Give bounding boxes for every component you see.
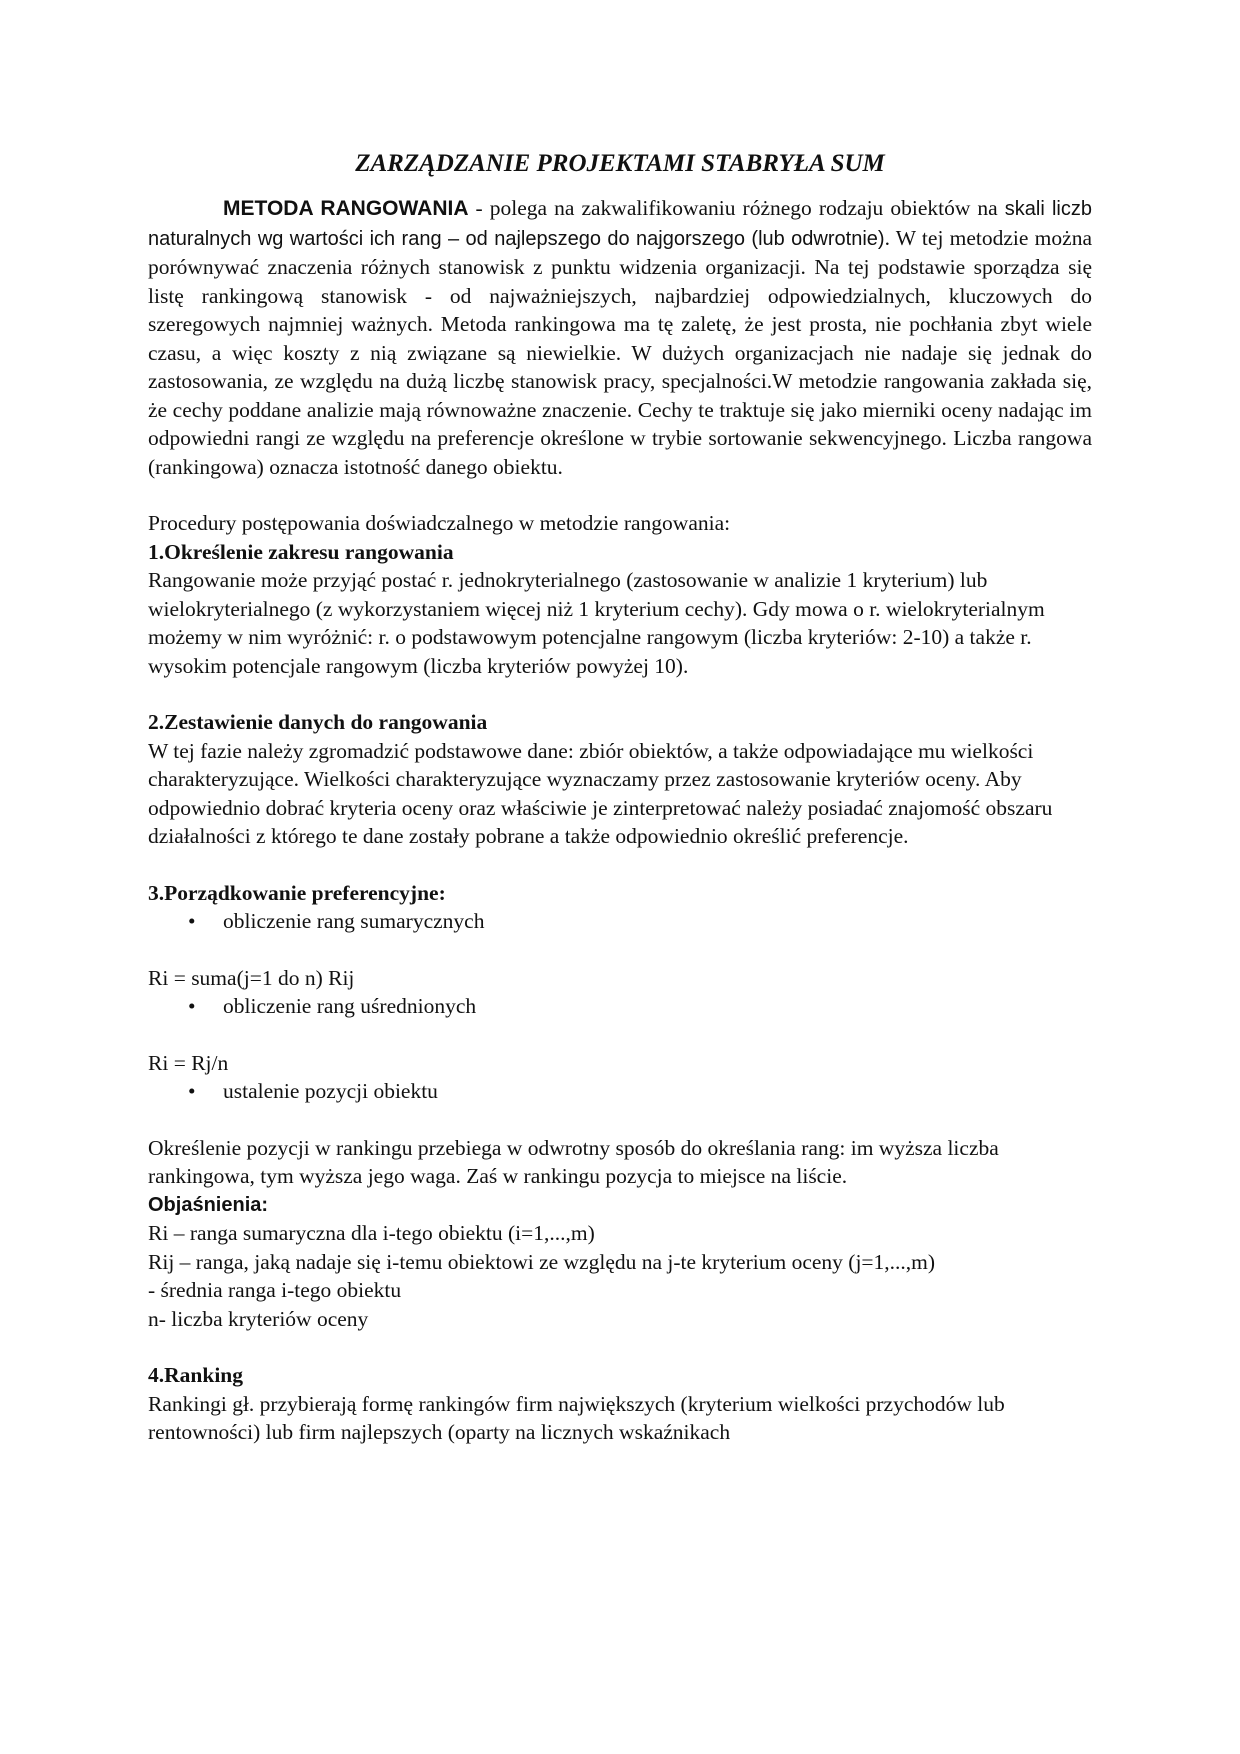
bullet-text: obliczenie rang sumarycznych — [223, 909, 485, 933]
explanation-line: - średnia ranga i-tego obiektu — [148, 1278, 402, 1302]
section-1-heading: 1.Określenie zakresu rangowania — [148, 539, 454, 564]
explanation-line: n- liczba kryteriów oceny — [148, 1306, 369, 1331]
section-1-text: Rangowanie może przyjąć postać r. jednokryterialnego (zastosowanie w analizie 1 kryterium) lub wielokryterialnego (z wykorzystaniem więcej niż 1 kryterium cechy). Gdy mowa o r. wielokryterialnym możemy w nim wyróżnić: r. o podstawowym potencjalne rangowym (liczba kryteriów: 2-10) a także r. wysokim potencjale rangowym (liczba kryteriów powyżej 10). — [148, 568, 1045, 678]
bullet-text: obliczenie rang uśrednionych — [223, 994, 477, 1018]
intro-body-c: . W tej metodzie można porównywać znaczenia różnych stanowisk z punktu widzenia organizacji. Na tej podstawie sporządza się listę rankingową stanowisk - od najważniejszych, najbardziej odpowiedzialnych, kluczowych do szeregowych najmniej ważnych. Metoda rankingowa ma tę zaletę, że jest prosta, nie pochłania zbyt wiele czasu, a więc koszty z nią związane są niewielkie. W dużych organizacjach nie nadaje się jednak do zastosowania, ze względu na dużą liczbę stanowisk pracy, specjalności.W metodzie rangowania zakłada się, że cechy poddane analizie mają równoważne znaczenie. Cechy te traktuje się jako mierniki oceny nadając im odpowiedni rangi ze względu na preferencje określone w trybie sortowanie sekwencyjnego. Liczba rangowa (rankingowa) oznacza istotność danego obiektu. — [148, 225, 1092, 479]
bullet-icon: • — [188, 909, 196, 933]
section-4 — [148, 1361, 1092, 1447]
intro-dash: - — [468, 196, 490, 220]
intro-paragraph — [148, 194, 1092, 481]
list-item — [148, 1077, 1092, 1106]
bullet-list-1 — [148, 907, 1092, 936]
list-item — [148, 907, 1092, 936]
bullet-list-2 — [148, 992, 1092, 1021]
section-2 — [148, 708, 1092, 851]
intro-body-a: polega na zakwalifikowaniu różnego rodzaju obiektów na — [489, 196, 1005, 220]
intro-term: METODA RANGOWANIA — [223, 197, 469, 220]
section-4-heading: 4.Ranking — [148, 1363, 243, 1387]
explanation-line: Rij – ranga, jaką nadaje się i-temu obiektowi ze względu na j-te kryterium oceny (j=1,...,m) — [148, 1249, 936, 1274]
formula-average: Ri = Rj/n — [148, 1050, 229, 1075]
procedures-intro: Procedury postępowania doświadczalnego w metodzie rangowania: — [148, 511, 731, 535]
document-title: ZARZĄDZANIE PROJEKTAMI STABRYŁA SUM — [355, 150, 885, 177]
section-4-text: Rankingi gł. przybierają formę rankingów firm największych (kryterium wielkości przychodów lub rentowności) lub firm najlepszych (oparty na licznych wskaźnikach — [148, 1391, 1005, 1444]
explanations-heading: Objaśnienia: — [148, 1193, 269, 1216]
section-1 — [148, 538, 1092, 681]
position-text: Określenie pozycji w rankingu przebiega w odwrotny sposób do określania rang: im wyższa liczba rankingowa, tym wyższa jego waga. Zaś w rankingu pozycja to miejsce na liście. — [148, 1135, 999, 1188]
bullet-list-3 — [148, 1077, 1092, 1106]
bullet-icon: • — [188, 1079, 196, 1103]
section-2-heading: 2.Zestawienie danych do rangowania — [148, 710, 488, 734]
bullet-icon: • — [188, 994, 196, 1018]
list-item — [148, 992, 1092, 1021]
explanation-line: Ri – ranga sumaryczna dla i-tego obiektu (i=1,...,m) — [148, 1221, 595, 1245]
document-page — [148, 148, 1092, 1475]
formula-sum: Ri = suma(j=1 do n) Rij — [148, 965, 355, 990]
section-3 — [148, 879, 1092, 1334]
intro-body-b: skali liczb naturalnych wg wartości ich rang – od najlepszego do najgorszego (lub odwrotnie) — [148, 198, 1092, 250]
bullet-text: ustalenie pozycji obiektu — [223, 1079, 438, 1103]
section-3-heading: 3.Porządkowanie preferencyjne: — [148, 880, 446, 905]
section-2-text: W tej fazie należy zgromadzić podstawowe dane: zbiór obiektów, a także odpowiadające mu wielkości charakteryzujące. Wielkości charakteryzujące wyznaczamy przez zastosowanie kryteriów oceny. Aby odpowiednio dobrać kryteria oceny oraz właściwie je zinterpretować należy posiadać znajomość obszaru działalności z którego te dane zostały pobrane a także odpowiednio określić preferencje. — [148, 738, 1053, 848]
